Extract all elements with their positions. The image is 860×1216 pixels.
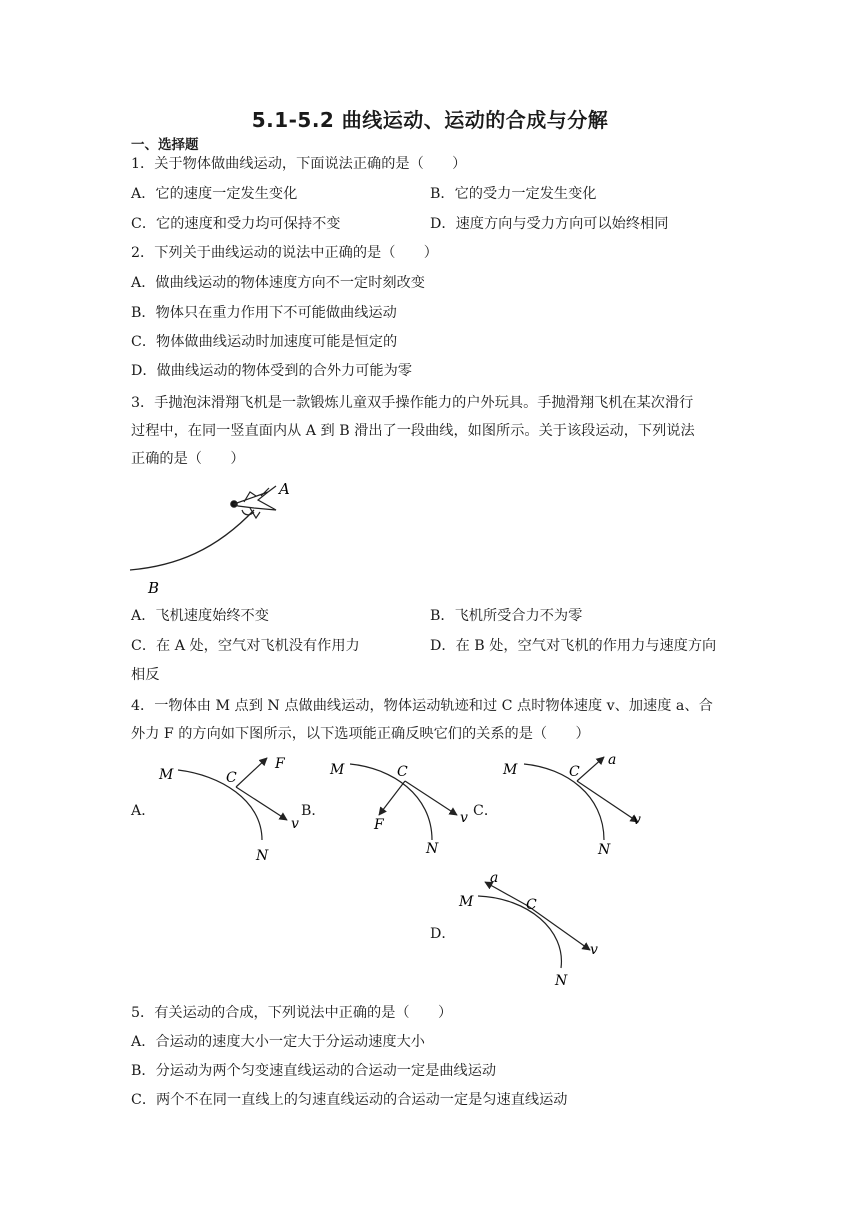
fig-b-label-v: v — [460, 810, 468, 826]
q3-option-d-line2: 相反 — [131, 667, 160, 683]
fig-a-label-n: N — [256, 848, 269, 864]
q5-option-c: C．两个不在同一直线上的匀速直线运动的合运动一定是匀速直线运动 — [131, 1092, 568, 1108]
q5-option-a: A．合运动的速度大小一定大于分运动速度大小 — [131, 1034, 425, 1050]
q3-stem-line1: 3．手抛泡沫滑翔飞机是一款锻炼儿童双手操作能力的户外玩具。手抛滑翔飞机在某次滑行 — [131, 395, 694, 411]
fig-c-label-a: a — [608, 752, 617, 768]
q4-stem-line2: 外力 F 的方向如下图所示，以下选项能正确反映它们的关系的是（ ） — [131, 726, 590, 742]
q4-option-b-label: B． — [301, 803, 326, 819]
fig-a-label-v: v — [291, 816, 299, 832]
fig-d-label-n: N — [555, 973, 568, 989]
q4-option-c-label: C． — [473, 803, 499, 819]
q2-option-d: D．做曲线运动的物体受到的合外力可能为零 — [131, 363, 412, 379]
q2-option-b: B．物体只在重力作用下不可能做曲线运动 — [131, 305, 397, 321]
fig-d-label-v: v — [590, 942, 598, 958]
fig-c-label-n: N — [598, 842, 611, 858]
fig-d-label-c: C — [526, 897, 537, 913]
q4-option-d-label: D． — [430, 926, 456, 942]
q3-option-c: C．在 A 处，空气对飞机没有作用力 — [131, 638, 360, 654]
q4-stem-line1: 4．一物体由 M 点到 N 点做曲线运动，物体运动轨迹和过 C 点时物体速度 v、加速度 a、合 — [131, 698, 713, 714]
glider-label-a: A — [279, 480, 290, 498]
fig-c-label-m: M — [503, 762, 518, 778]
fig-b-label-n: N — [426, 841, 439, 857]
q4-option-a-label: A． — [131, 803, 156, 819]
q1-option-a: A．它的速度一定发生变化 — [131, 186, 298, 202]
q5-option-b: B．分运动为两个匀变速直线运动的合运动一定是曲线运动 — [131, 1063, 497, 1079]
q3-stem-line3: 正确的是（ ） — [131, 451, 245, 467]
q4-figure-a — [158, 756, 299, 864]
fig-d-label-m: M — [459, 894, 474, 910]
page-title: 5.1-5.2 曲线运动、运动的合成与分解 — [251, 108, 609, 132]
q2-option-a: A．做曲线运动的物体速度方向不一定时刻改变 — [131, 275, 425, 291]
fig-b-label-c: C — [397, 764, 408, 780]
q3-option-b: B．飞机所受合力不为零 — [430, 608, 583, 624]
q3-stem-line2: 过程中，在同一竖直面内从 A 到 B 滑出了一段曲线，如图所示。关于该段运动，下列说法 — [131, 423, 695, 439]
fig-a-label-f: F — [275, 756, 285, 772]
section-heading: 一、选择题 — [131, 137, 199, 153]
fig-b-label-m: M — [330, 762, 345, 778]
q1-option-b: B．它的受力一定发生变化 — [430, 186, 597, 202]
fig-a-label-c: C — [226, 770, 237, 786]
q5-stem: 5．有关运动的合成，下列说法中正确的是（ ） — [131, 1005, 453, 1021]
fig-d-label-a: a — [490, 870, 499, 886]
q3-option-d-line1: D．在 B 处，空气对飞机的作用力与速度方向 — [430, 638, 717, 654]
fig-b-label-f: F — [374, 817, 384, 833]
fig-a-label-m: M — [159, 767, 174, 783]
q2-stem: 2．下列关于曲线运动的说法中正确的是（ ） — [131, 245, 438, 261]
glider-label-b: B — [148, 579, 160, 597]
q4-figure-b — [329, 762, 468, 857]
fig-c-label-c: C — [569, 764, 580, 780]
q4-figure-c — [502, 752, 641, 858]
q2-option-c: C．物体做曲线运动时加速度可能是恒定的 — [131, 334, 398, 350]
q4-figure-d — [458, 870, 598, 989]
q3-option-a: A．飞机速度始终不变 — [131, 608, 269, 624]
q1-option-d: D．速度方向与受力方向可以始终相同 — [430, 216, 669, 232]
q1-option-c: C．它的速度和受力均可保持不变 — [131, 216, 341, 232]
fig-c-label-v: v — [633, 812, 641, 828]
q1-stem: 1．关于物体做曲线运动，下面说法正确的是（ ） — [131, 156, 467, 172]
